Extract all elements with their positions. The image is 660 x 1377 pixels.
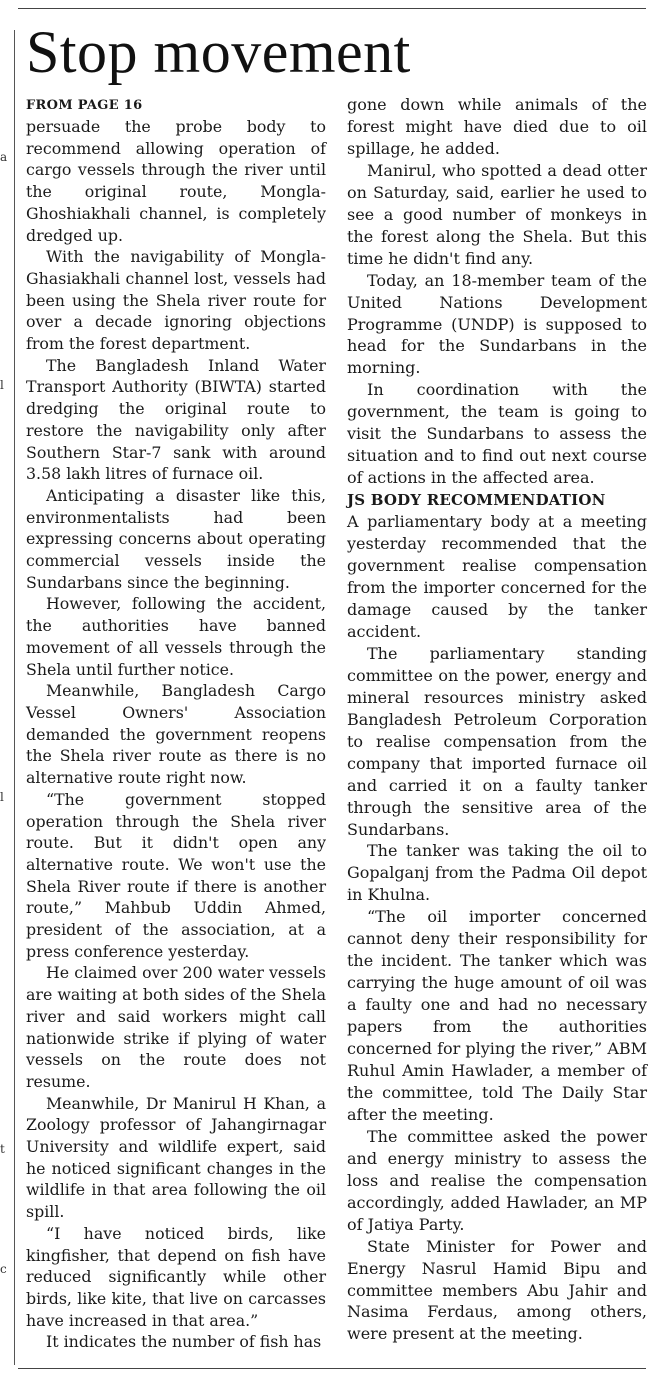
column-right (347, 94, 647, 1345)
headline: Stop movement (26, 19, 411, 85)
paragraph: The tanker was taking the oil to Gopalganj from the Padma Oil depot in Khulna. (347, 841, 647, 905)
paragraph: Meanwhile, Dr Manirul H Khan, a Zoology professor of Jahangirnagar University and wildlife expert, said he noticed significant changes in the wildlife in that area following the oil spill. (26, 1093, 326, 1222)
bottom-rule (18, 1368, 646, 1369)
left-column-rule (14, 30, 15, 1365)
paragraph: The Bangladesh Inland Water Transport Authority (BIWTA) started dredging the original route to restore the navigability only after Southern Star-7 sank with around 3.58 lakh litres of furnace oil. (26, 355, 326, 484)
paragraph: However, following the accident, the authorities have banned movement of all vessels through the Shela until further notice. (26, 594, 326, 679)
subhead: JS BODY RECOMMENDATION (347, 491, 606, 510)
paragraph: In coordination with the government, the team is going to visit the Sundarbans to assess the situation and to find out next course of actions in the affected area. (347, 380, 647, 488)
paragraph: The committee asked the power and energy ministry to assess the loss and realise the compensation accordingly, added Hawlader, an MP of Jatiya Party. (347, 1126, 647, 1234)
edge-fragment: c (0, 1262, 7, 1276)
paragraph: State Minister for Power and Energy Nasrul Hamid Bipu and committee members Abu Jahir and Nasima Ferdaus, among others, were present at the meeting. (347, 1236, 647, 1344)
paragraph: persuade the probe body to recommend allowing operation of cargo vessels through the river until the original route, Mongla-Ghoshiakhali channel, is completely dredged up. (26, 117, 326, 245)
jump-line: FROM PAGE 16 (26, 98, 143, 113)
paragraph: Meanwhile, Bangladesh Cargo Vessel Owners' Association demanded the government reopens the Shela river route as there is no alternative route right now. (26, 681, 326, 788)
edge-fragment: l (0, 378, 4, 392)
paragraph: He claimed over 200 water vessels are waiting at both sides of the Shela river and said workers might call nationwide strike if plying of water vessels on the route does not resume. (26, 963, 326, 1091)
paragraph: “I have noticed birds, like kingfisher, that depend on fish have reduced significantly while other birds, like kite, that live on carcasses have increased in that area.” (26, 1223, 326, 1330)
paragraph: “The government stopped operation through the Shela river route. But it didn't open any alternative route. We won't use the Shela River route if there is another route,” Mahbub Uddin Ahmed, president of the association, at a press conference yesterday. (26, 789, 326, 961)
paragraph: “The oil importer concerned cannot deny their responsibility for the incident. The tanker which was carrying the huge amount of oil was a faulty one and had no necessary papers from the authorities concerned for plying the river,” ABM Ruhul Amin Hawlader, a member of the committee, told The Daily Star after the meeting. (347, 907, 648, 1124)
paragraph: The parliamentary standing committee on the power, energy and mineral resources ministry asked Bangladesh Petroleum Corporation to realise compensation from the company that imported furnace oil and carried it on a faulty tanker through the sensitive area of the Sundarbans. (347, 643, 647, 839)
paragraph: gone down while animals of the forest might have died due to oil spillage, he added. (347, 95, 647, 158)
paragraph: Today, an 18-member team of the United Nations Development Programme (UNDP) is supposed to head for the Sundarbans in the morning. (347, 270, 647, 378)
edge-fragment: a (0, 150, 8, 164)
top-rule (18, 8, 646, 9)
paragraph: Anticipating a disaster like this, environmentalists had been expressing concerns about operating commercial vessels inside the Sundarbans since the beginning. (26, 485, 326, 592)
paragraph: A parliamentary body at a meeting yesterday recommended that the government realise compensation from the importer concerned for the damage caused by the tanker accident. (347, 512, 647, 641)
paragraph: With the navigability of Mongla-Ghasiakhali channel lost, vessels had been using the Shela river route for over a decade ignoring objections from the forest department. (26, 247, 326, 354)
paragraph: It indicates the number of fish has (46, 1332, 322, 1352)
paragraph: Manirul, who spotted a dead otter on Saturday, said, earlier he used to see a good number of monkeys in the forest along the Shela. But this time he didn't find any. (347, 160, 647, 268)
column-left (26, 94, 326, 1353)
edge-fragment: l (0, 790, 4, 804)
edge-fragment: t (0, 1142, 5, 1156)
